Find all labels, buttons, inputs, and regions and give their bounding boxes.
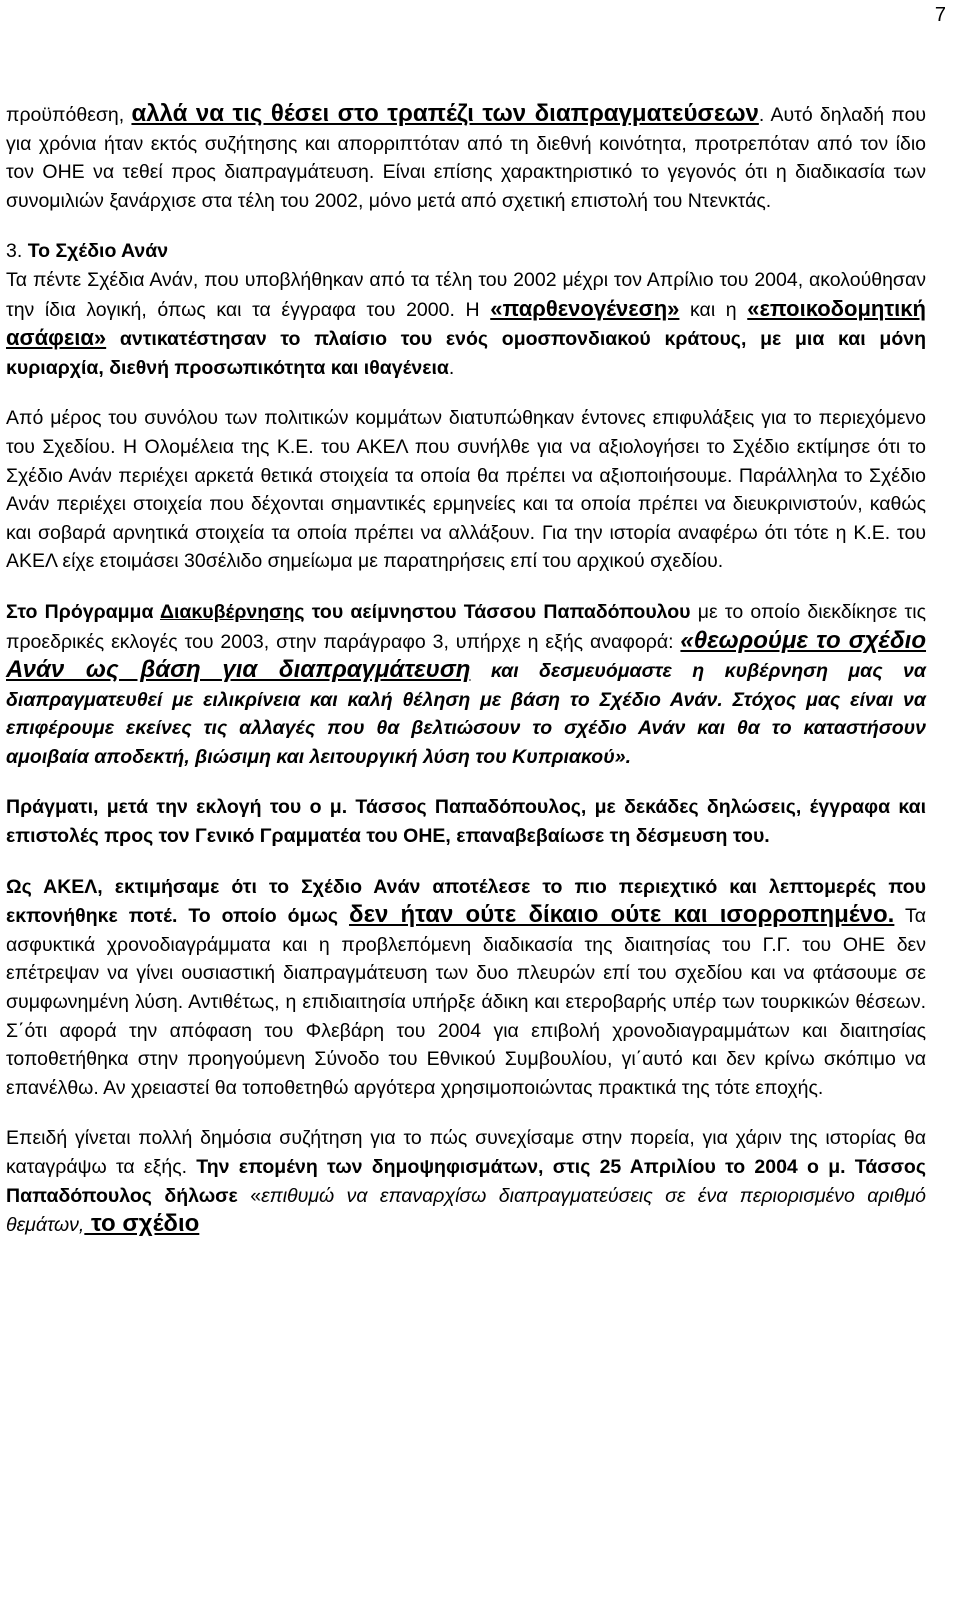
intro-emphasis: αλλά να τις θέσει στο τραπέζι των διαπραγματεύσεων [131, 100, 759, 127]
section-text-end: . [448, 356, 455, 379]
intro-text-rest: . Αυτό δηλαδή που για χρόνια ήταν εκτός συζήτησης και απορριπτόταν από τη διεθνή κοινότητα, προτρεπόταν από τον ίδιο τον ΟΗΕ να τεθεί προς διαπραγμάτευση. Είναι επίσης χαρακτηριστικό το γεγονός ότι η διαδικασία των συνομιλιών ξανάρχισε στα τέλη του 2002, μόνο μετά από σχετική επιστολή του Ντενκτάς. [6, 104, 926, 212]
section-text-c: και η [679, 298, 748, 321]
section-title: Το Σχέδιο Ανάν [27, 240, 169, 263]
paragraph-intro [6, 100, 926, 215]
program-text-d: με το οποίο διεκδίκησε τις προεδρικές εκλογές του 2003, στην παράγραφο 3, υπήρχε η εξής αναφορά: [6, 600, 926, 653]
referendum-text-bold: Την επομένη των δημοψηφισμάτων, στις 25 Απριλίου το 2004 ο μ. Τάσσος Παπαδόπουλος δήλωσε [6, 1156, 926, 1207]
reaffirmation-text: Πράγματι, μετά την εκλογή του ο μ. Τάσσος Παπαδόπουλος, με δεκάδες δηλώσεις, έγγραφα και επιστολές προς τον Γενικό Γραμματέα του ΟΗΕ, επαναβεβαίωσε τη δέσμευση του. [6, 796, 926, 848]
party-reservations-text: Από μέρος του συνόλου των πολιτικών κομμάτων διατυπώθηκαν έντονες επιφυλάξεις για το περιεχόμενο του Σχεδίου. Η Ολομέλεια της Κ.Ε. του ΑΚΕΛ που συνήλθε για να αξιολογήσει το Σχέδιο εκτίμησε ότι το Σχέδιο Ανάν περιέχει αρκετά θετικά στοιχεία τα οποία θα πρέπει να αξιοποιήσουμε. Παράλληλα το Σχέδιο Ανάν περιέχει στοιχεία που δέχονται σημαντικές ερμηνείες και τα οποία πρέπει να διευκρινιστούν, καθώς και σοβαρά αρνητικά στοιχεία τα οποία πρέπει να αλλάξουν. Για την ιστορία αναφέρω ότι τότε η Κ.Ε. του ΑΚΕΛ είχε ετοιμάσει 30σέλιδο σημείωμα με παρατηρήσεις επί του αρχικού σχεδίου. [6, 407, 926, 573]
section-number: 3. [6, 240, 28, 263]
assessment-text-a: Ως ΑΚΕΛ, εκτιμήσαμε ότι το Σχέδιο Ανάν αποτέλεσε το πιο περιεχτικό και λεπτομερές που εκπονήθηκε ποτέ. Το οποίο όμως [6, 875, 926, 928]
referendum-emphasis: το σχέδιο [84, 1210, 200, 1238]
paragraph-party-reservations [6, 404, 926, 576]
program-quote-emphasis: «θεωρούμε το σχέδιο Ανάν ως βάση για διαπραγμάτευση [6, 626, 927, 684]
assessment-emphasis: δεν ήταν ούτε δίκαιο ούτε και ισορροπημένο. [349, 901, 895, 929]
program-governance: Διακυβέρνησης [159, 600, 305, 623]
referendum-quote-open: « [237, 1184, 262, 1207]
referendum-quote: επιθυμώ να επαναρχίσω διαπραγματεύσεις σε ένα περιορισμένο αριθμό θεμάτων, [6, 1184, 926, 1237]
term-parthenogenesis: «παρθενογένεση» [490, 295, 680, 321]
paragraph-government-program [6, 598, 926, 772]
intro-text-start: προϋπόθεση, [6, 104, 132, 126]
document-body [6, 100, 926, 1262]
program-text-a: Στο Πρόγραμμα [6, 600, 160, 623]
section-text-a: Τα πέντε Σχέδια Ανάν, που υποβλήθηκαν από τα τέλη του 2002 μέχρι τον Απρίλιο του 2004, ακολούθησαν την ίδια λογική, όπως και τα έγγραφα του 2000. Η [6, 268, 926, 321]
paragraph-referendum [6, 1124, 926, 1239]
program-quote-rest: και δεσμευόμαστε η κυβέρνηση μας να διαπραγματευθεί με ειλικρίνεια και καλή θέληση με βάση το Σχέδιο Ανάν. Στόχος μας είναι να επιφέρουμε εκείνες τις αλλαγές που θα βελτιώσουν το σχέδιο Ανάν και θα το καταστήσουν αμοιβαία αποδεκτή, βιώσιμη και λειτουργική λύση του Κυπριακού». [6, 660, 926, 768]
program-text-c: του αείμνηστου Τάσσου Παπαδόπουλου [304, 600, 691, 623]
paragraph-reaffirmation [6, 793, 926, 850]
paragraph-akel-assessment [6, 873, 926, 1103]
page-number: 7 [934, 4, 946, 26]
referendum-text-a: Επειδή γίνεται πολλή δημόσια συζήτηση για το πώς συνεχίσαμε στην πορεία, για χάριν της ιστορίας θα καταγράψω τα εξής. [6, 1127, 926, 1178]
assessment-text-rest: Τα ασφυκτικά χρονοδιαγράμματα και η προβλεπόμενη διαδικασία της διαιτησίας του Γ.Γ. του ΟΗΕ δεν επέτρεψαν να γίνει ουσιαστική διαπραγμάτευση των δυο πλευρών επί του σχεδίου και να φτάσουμε σε συμφωνημένη λύση. Αντιθέτως, η επιδιαιτησία υπήρξε άδικη και ετεροβαρής υπέρ των τουρκικών θέσεων. Σ΄ότι αφορά την απόφαση του Φλεβάρη του 2004 για επιβολή χρονοδιαγραμμάτων και διαιτησίας τοποθετήθηκα στην προηγούμενη Σύνοδο του Εθνικού Συμβουλίου, γι΄αυτό και δεν κρίνω σκόπιμο να επανέλθω. Αν χρειαστεί θα τοποθετηθώ αργότερα χρησιμοποιώντας πρακτικά της τότε εποχής. [6, 905, 927, 1099]
section-text-bold: αντικατέστησαν το πλαίσιο του ενός ομοσπονδιακού κράτους, με μια και μόνη κυριαρχία, διεθνή προσωπικότητα και ιθαγένεια [6, 328, 926, 379]
term-constructive-ambiguity: «εποικοδομητική ασάφεια» [6, 295, 926, 351]
paragraph-section-3 [6, 237, 926, 382]
